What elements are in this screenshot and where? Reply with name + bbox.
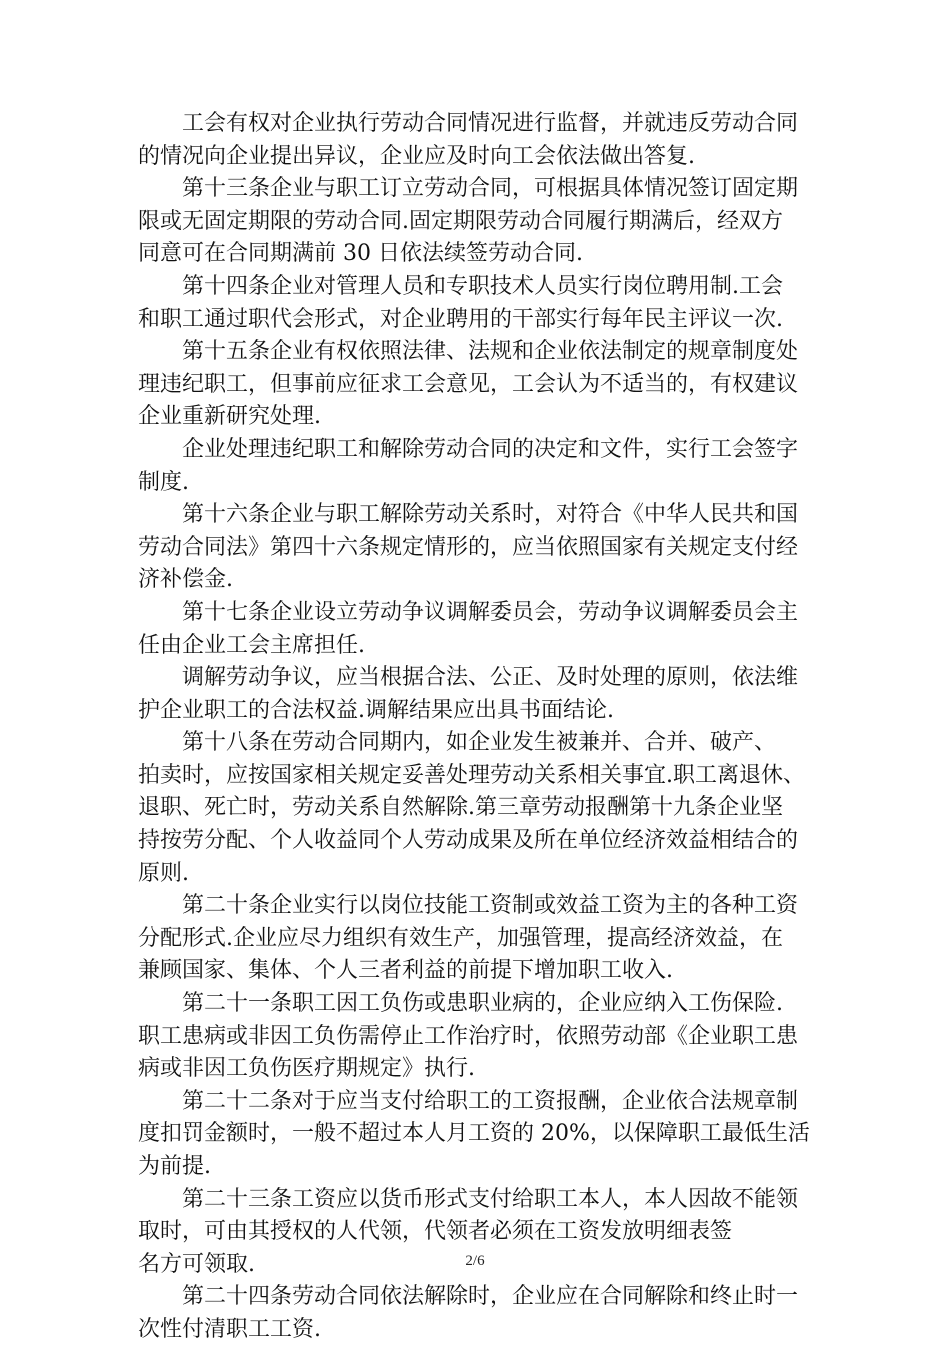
paragraph-article-22: 第二十二条对于应当支付给职工的工资报酬，企业依合法规章制 度扣罚金额时，一般不超过本人月工资的 20%，以保障职工最低生活 为前提. bbox=[138, 1088, 810, 1179]
paragraph-article-21: 第二十一条职工因工负伤或患职业病的，企业应纳入工伤保险. 职工患病或非因工负伤需停止工作治疗时，依照劳动部《企业职工患 病或非因工负伤医疗期规定》执行. bbox=[138, 991, 799, 1082]
paragraph-dispute-mediation: 调解劳动争议，应当根据合法、公正、及时处理的原则，依法维 护企业职工的合法权益.调解结果应出具书面结论. bbox=[138, 665, 799, 723]
paragraph-article-15: 第十五条企业有权依照法律、法规和企业依法制定的规章制度处 理违纪职工，但事前应征求工会意见，工会认为不适当的，有权建议 企业重新研究处理. bbox=[138, 339, 799, 430]
paragraph-article-14: 第十四条企业对管理人员和专职技术人员实行岗位聘用制.工会 和职工通过职代会形式，对企业聘用的干部实行每年民主评议一次. bbox=[138, 273, 783, 332]
page-number: 2/6 bbox=[465, 1253, 485, 1269]
paragraph-article-20: 第二十条企业实行以岗位技能工资制或效益工资为主的各种工资 分配形式.企业应尽力组织有效生产，加强管理，提高经济效益，在 兼顾国家、集体、个人三者利益的前提下增加职工收入. bbox=[138, 893, 799, 984]
paragraph-article-16: 第十六条企业与职工解除劳动关系时，对符合《中华人民共和国 劳动合同法》第四十六条规定情形的，应当依照国家有关规定支付经 济补偿金. bbox=[138, 502, 799, 593]
paragraph-union-supervision: 工会有权对企业执行劳动合同情况进行监督，并就违反劳动合同 的情况向企业提出异议，企业应及时向工会依法做出答复. bbox=[138, 111, 799, 169]
paragraph-article-17: 第十七条企业设立劳动争议调解委员会，劳动争议调解委员会主 任由企业工会主席担任. bbox=[138, 599, 799, 658]
paragraph-article-24: 第二十四条劳动合同依法解除时，企业应在合同解除和终止时一 次性付清职工工资. bbox=[138, 1284, 799, 1342]
paragraph-union-signature: 企业处理违纪职工和解除劳动合同的决定和文件，实行工会签字 制度. bbox=[138, 436, 799, 495]
paragraph-article-23: 第二十三条工资应以货币形式支付给职工本人，本人因故不能领 取时，可由其授权的人代领，代领者必须在工资发放明细表签 名方可领取. bbox=[138, 1186, 799, 1277]
paragraph-article-18: 第十八条在劳动合同期内，如企业发生被兼并、合并、破产、 拍卖时，应按国家相关规定妥善处理劳动关系相关事宜.职工离退休、 退职、死亡时，劳动关系自然解除.第三章劳动报酬第十九条企业坚 持按劳分配、个人收益同个人劳动成果及所在单位经济效益相结合的 原则. bbox=[138, 730, 805, 886]
document-body bbox=[138, 108, 814, 1347]
paragraph-article-13: 第十三条企业与职工订立劳动合同，可根据具体情况签订固定期 限或无固定期限的劳动合同.固定期限劳动合同履行期满后，经双方 同意可在合同期满前 30 日依法续签劳动合同. bbox=[138, 176, 799, 267]
